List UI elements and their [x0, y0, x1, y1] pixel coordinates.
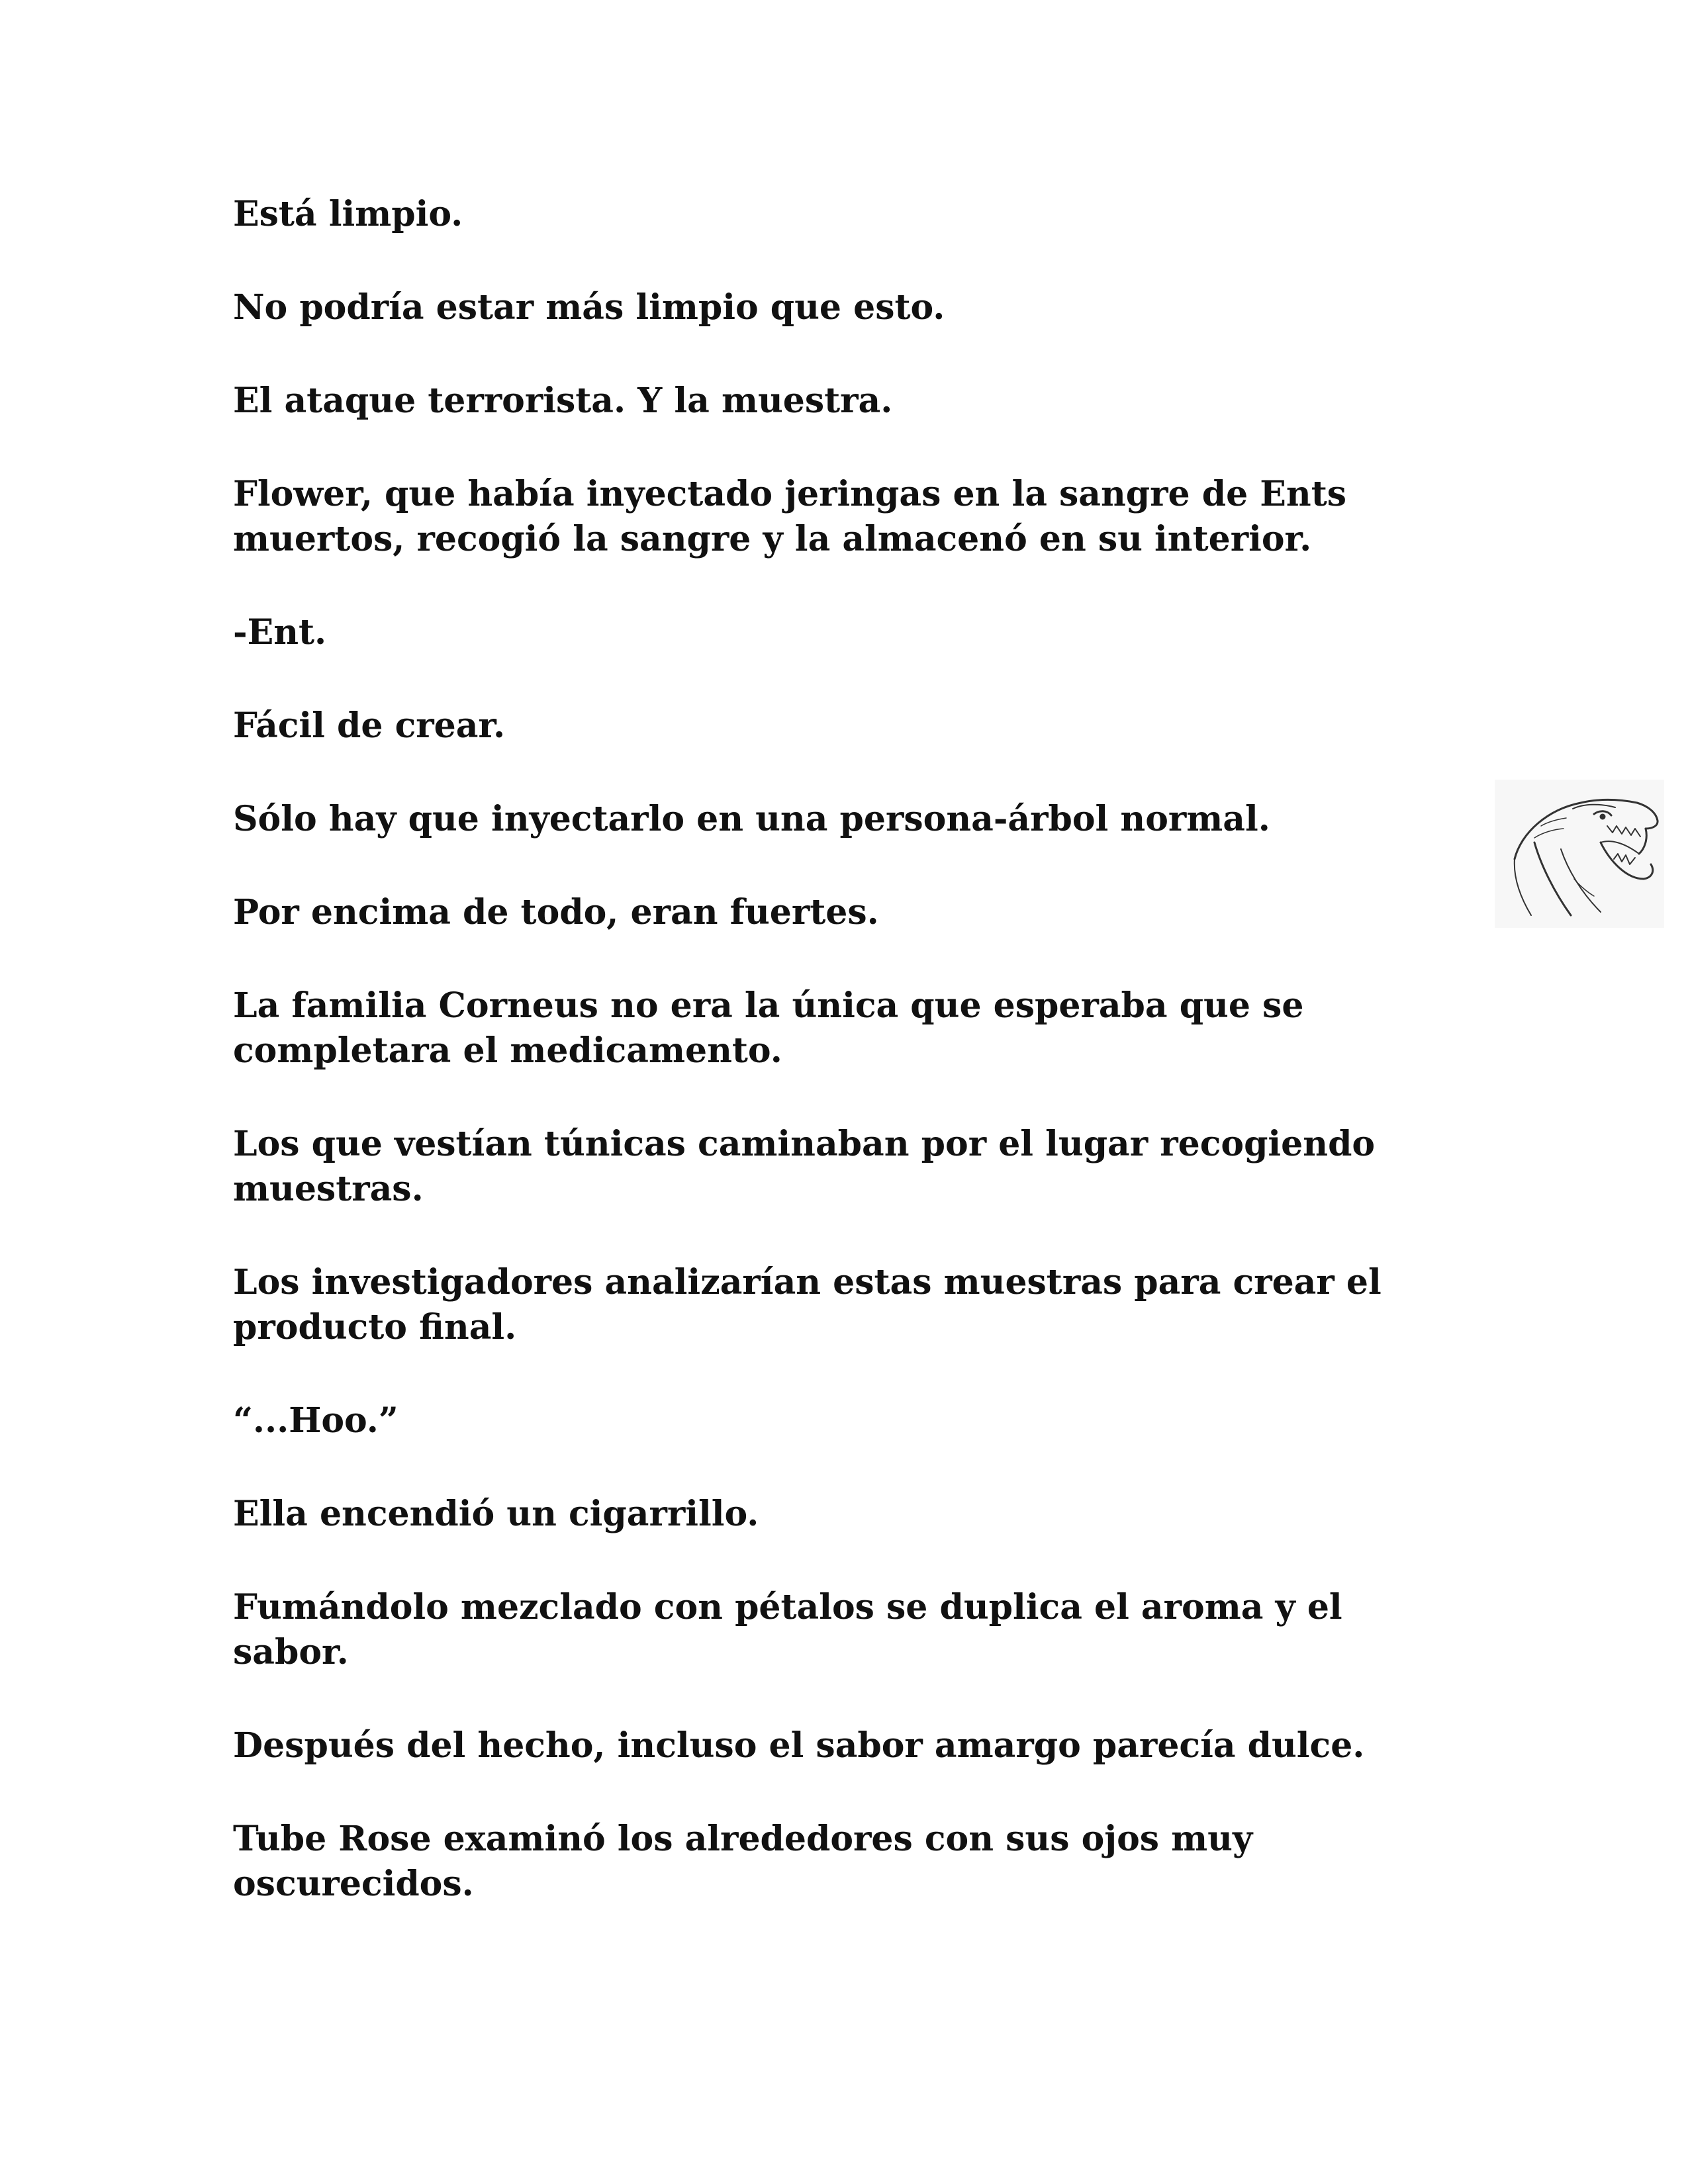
- paragraph-1: [233, 192, 1425, 237]
- paragraph-line: completara el medicamento.: [233, 1030, 782, 1071]
- paragraph-line: muestras.: [233, 1169, 424, 1209]
- paragraph-line: muertos, recogió la sangre y la almacenó en su interior.: [233, 519, 1312, 559]
- paragraph-line: Flower, que había inyectado jeringas en la sangre de Ents: [233, 474, 1347, 514]
- dinosaur-head-sketch-icon: [1495, 780, 1664, 928]
- paragraph-3: [233, 379, 1425, 424]
- paragraph-line: sabor.: [233, 1632, 349, 1672]
- paragraph-4: [233, 472, 1425, 562]
- paragraph-line: Por encima de todo, eran fuertes.: [233, 892, 879, 933]
- paragraph-line: producto final.: [233, 1307, 517, 1347]
- paragraph-line: -Ent.: [233, 612, 327, 653]
- paragraph-line: Los investigadores analizarían estas muestras para crear el: [233, 1262, 1382, 1302]
- paragraph-2: [233, 285, 1425, 330]
- paragraph-11: [233, 1260, 1425, 1350]
- paragraph-12: [233, 1398, 1425, 1443]
- paragraph-line: Ella encendió un cigarrillo.: [233, 1494, 759, 1534]
- paragraph-line: oscurecidos.: [233, 1864, 474, 1904]
- paragraph-line: Sólo hay que inyectarlo en una persona-árbol normal.: [233, 799, 1270, 839]
- paragraph-16: [233, 1817, 1425, 1907]
- paragraph-line: Está limpio.: [233, 194, 463, 234]
- paragraph-line: Después del hecho, incluso el sabor amargo parecía dulce.: [233, 1725, 1365, 1766]
- paragraph-line: Fácil de crear.: [233, 705, 506, 746]
- paragraph-7: [233, 797, 1425, 842]
- paragraph-line: Tube Rose examinó los alrededores con sus ojos muy: [233, 1819, 1253, 1859]
- body-text: [233, 192, 1425, 1955]
- paragraph-line: “...Hoo.”: [233, 1400, 399, 1441]
- paragraph-line: No podría estar más limpio que esto.: [233, 287, 945, 328]
- paragraph-14: [233, 1585, 1425, 1675]
- paragraph-13: [233, 1492, 1425, 1537]
- paragraph-line: Los que vestían túnicas caminaban por el lugar recogiendo: [233, 1124, 1376, 1164]
- paragraph-8: [233, 890, 1425, 935]
- paragraph-line: Fumándolo mezclado con pétalos se duplica el aroma y el: [233, 1587, 1342, 1627]
- paragraph-5: [233, 610, 1425, 655]
- paragraph-9: [233, 983, 1425, 1073]
- paragraph-10: [233, 1122, 1425, 1212]
- paragraph-15: [233, 1723, 1425, 1768]
- paragraph-6: [233, 704, 1425, 749]
- paragraph-line: La familia Corneus no era la única que esperaba que se: [233, 985, 1304, 1026]
- paragraph-line: El ataque terrorista. Y la muestra.: [233, 381, 893, 421]
